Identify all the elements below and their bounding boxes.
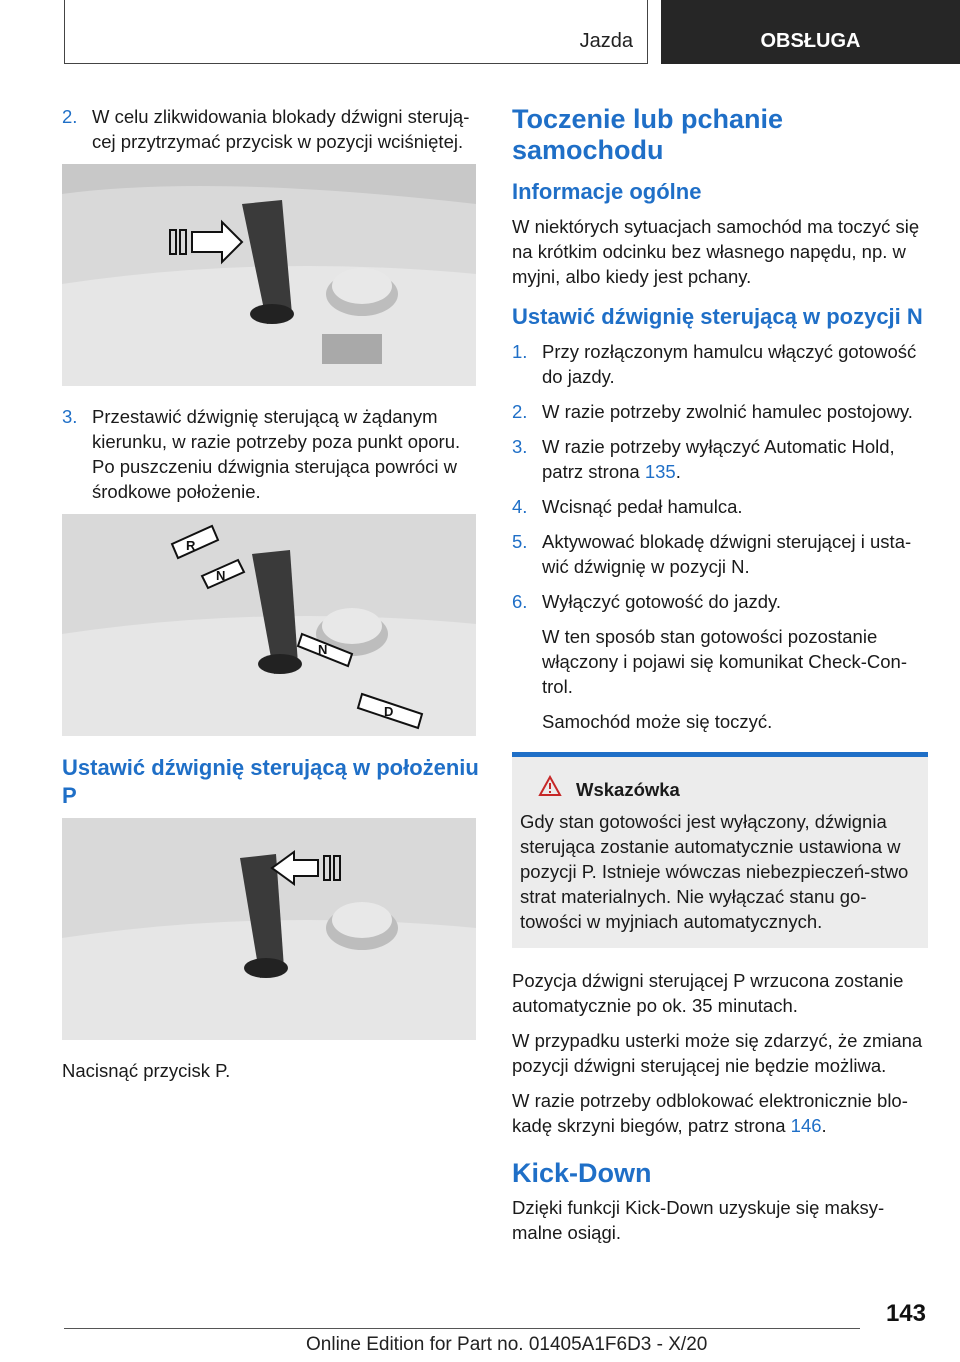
gear-lever-unlock-illustration xyxy=(62,164,476,386)
footer-divider xyxy=(64,1328,860,1329)
step-1 xyxy=(512,339,928,389)
step-6-note-checkcontrol: W ten sposób stan gotowości pozostanie włączony i pojawi się komunikat Check-Con‐trol. xyxy=(542,626,908,697)
step-text: Przy rozłączonym hamulcu włączyć gotowość do jazdy. xyxy=(542,341,917,387)
section-title-kickdown: Kick-Down xyxy=(512,1158,652,1188)
general-text: W niektórych sytuacjach samochód ma toczyć się na krótkim odcinku bez własnego napędu, np. w myjni, albo kiedy jest pchany. xyxy=(512,216,920,287)
footer-edition: Online Edition for Part no. 01405A1F6D3 - X/20 xyxy=(306,1334,708,1355)
position-label-n-top: N xyxy=(216,568,226,583)
header-tab[interactable]: OBSŁUGA xyxy=(661,0,960,64)
step-4 xyxy=(512,494,928,519)
section-title-position-p: Ustawić dźwignię sterującą w położeniu P xyxy=(62,755,479,808)
step-number: 2. xyxy=(62,106,78,127)
position-label-n-bottom: N xyxy=(318,642,328,657)
step-text-suffix: . xyxy=(675,461,681,482)
subsection-title-position-n: Ustawić dźwignię sterującą w pozycji N xyxy=(512,304,923,329)
step-number: 4. xyxy=(512,496,528,517)
step-text: W celu zlikwidowania blokady dźwigni sterują‐cej przytrzymać przycisk w pozycji wciśniętej. xyxy=(92,106,470,152)
position-label-r: R xyxy=(186,538,196,553)
step-number: 2. xyxy=(512,401,528,422)
step-number: 1. xyxy=(512,341,528,362)
warning-box xyxy=(512,752,928,948)
left-column xyxy=(62,104,480,1093)
warning-text: Gdy stan gotowości jest wyłączony, dźwignia sterująca zostanie automatycznie ustawiona w pozycji P. Istnieje wówczas niebezpieczeń‐stwo strat materialnych. Nie wyłączać stanu go‐towości w myjniach automatycznych. xyxy=(520,811,909,932)
section-title-rolling: Toczenie lub pchanie samochodu xyxy=(512,104,784,165)
step-text-body: W razie potrzeby wyłączyć Automatic Hold, patrz strona xyxy=(542,436,895,482)
header-box xyxy=(64,0,648,64)
step-text: Aktywować blokadę dźwigni sterującej i usta‐wić dźwignię w pozycji N. xyxy=(542,531,912,577)
step-text: Wyłączyć gotowość do jazdy. xyxy=(542,591,782,612)
step-number: 6. xyxy=(512,591,528,612)
step-6 xyxy=(512,589,928,614)
page-number: 143 xyxy=(885,1300,926,1327)
press-p-instruction: Nacisnąć przycisk P. xyxy=(62,1060,231,1081)
step-3 xyxy=(512,434,928,484)
kickdown-text: Dzięki funkcji Kick-Down uzyskuje się maksy‐malne osiągi. xyxy=(512,1197,885,1243)
position-label-d: D xyxy=(384,704,394,719)
step-2 xyxy=(62,104,480,154)
page-link-135[interactable]: 135 xyxy=(644,461,676,482)
gear-lever-p-button-illustration xyxy=(62,818,476,1040)
step-text xyxy=(542,434,928,484)
unlock-suffix: . xyxy=(821,1115,827,1136)
page-link-146[interactable]: 146 xyxy=(790,1115,822,1136)
step-6-note-rolling: Samochód może się toczyć. xyxy=(542,711,773,732)
auto-p-paragraph: Pozycja dźwigni sterującej P wrzucona zostanie automatycznie po ok. 35 minutach. xyxy=(512,970,904,1016)
warning-title: Wskazówka xyxy=(576,778,680,800)
step-text: Przestawić dźwignię sterującą w żądanym kierunku, w razie potrzeby poza punkt oporu. Po puszczeniu dźwignia sterująca powróci w środkowe położenie. xyxy=(92,406,461,502)
header-section-title: Jazda xyxy=(579,30,633,52)
subsection-title-general: Informacje ogólne xyxy=(512,179,702,204)
unlock-paragraph xyxy=(512,1088,928,1138)
warning-header xyxy=(520,775,918,803)
step-2 xyxy=(512,399,928,424)
step-number: 3. xyxy=(62,406,78,427)
fault-paragraph: W przypadku usterki może się zdarzyć, że zmiana pozycji dźwigni sterującej nie będzie możliwa. xyxy=(512,1030,923,1076)
gear-lever-positions-illustration xyxy=(62,514,476,736)
step-3 xyxy=(62,404,480,504)
unlock-text: W razie potrzeby odblokować elektronicznie blo‐kadę skrzyni biegów, patrz strona xyxy=(512,1090,908,1136)
step-5 xyxy=(512,529,928,579)
step-text: Wcisnąć pedał hamulca. xyxy=(542,496,743,517)
step-number: 5. xyxy=(512,531,528,552)
warning-triangle-icon xyxy=(538,775,562,803)
step-text: W razie potrzeby zwolnić hamulec postojowy. xyxy=(542,401,913,422)
right-column xyxy=(512,104,928,1255)
step-number: 3. xyxy=(512,436,528,457)
